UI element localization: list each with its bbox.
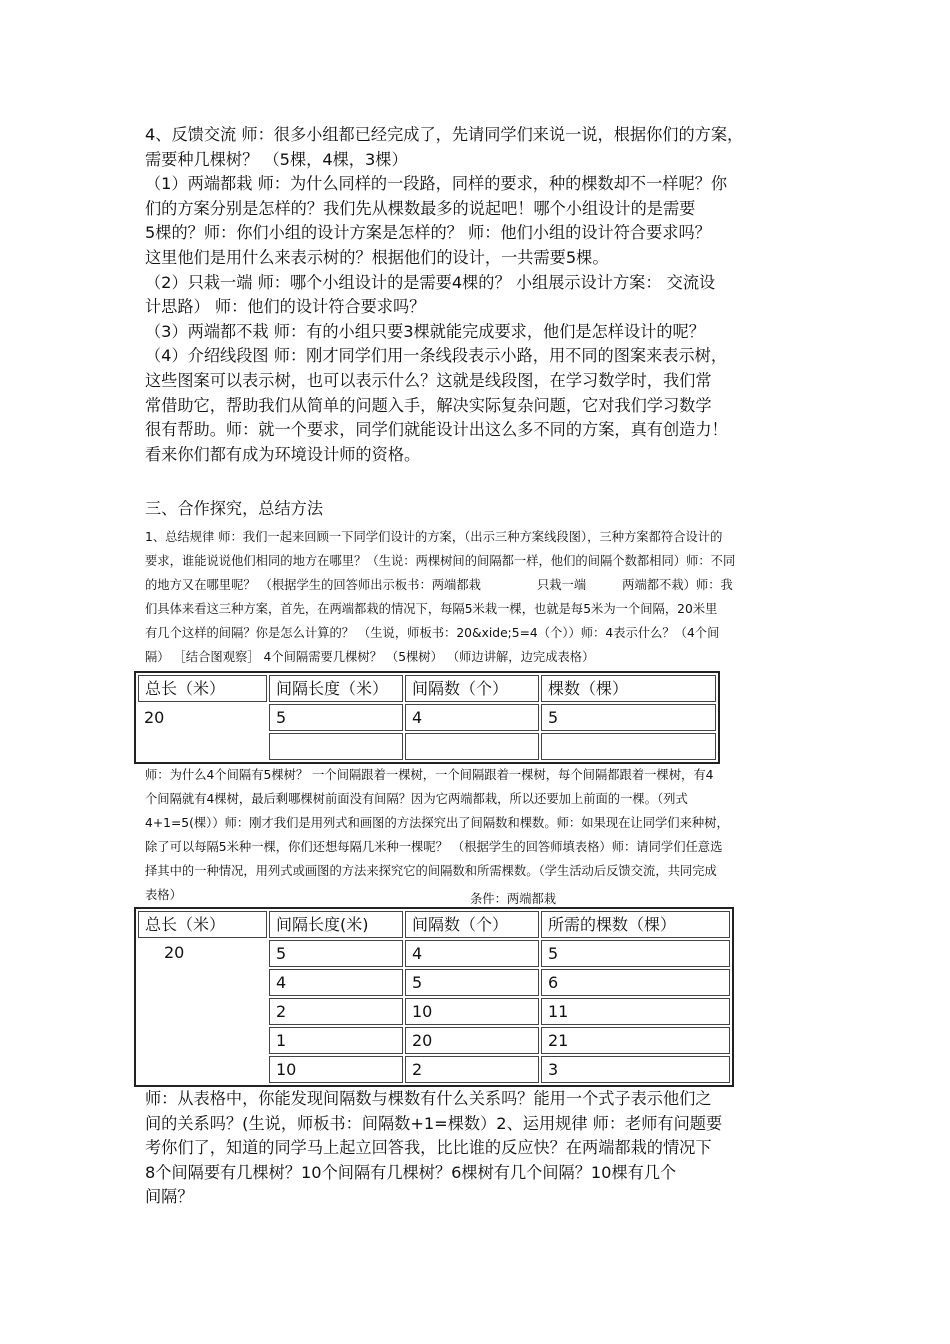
paragraph-line: 4+1=5(棵））师：刚才我们是用列式和画图的方法探究出了间隔数和棵数。师：如果现在让同学们来种树， [145, 816, 729, 831]
paragraph-line: 个间隔就有4棵树，最后剩哪棵树前面没有间隔？因为它两端都栽，所以还要加上前面的一棵。（列式 [145, 792, 688, 807]
table-cell: 4 [269, 969, 403, 996]
paragraph-line: 除了可以每隔5米种一棵，你们还想每隔几米种一棵呢？ （根据学生的回答师填表格）师：请同学们任意选 [145, 840, 723, 855]
table-row [138, 733, 716, 760]
table-cell: 2 [405, 1056, 539, 1083]
table-cell: 6 [541, 969, 730, 996]
feedback-section [145, 123, 817, 467]
paragraph-line: 们具体来看这三种方案，首先，在两端都栽的情况下，每隔5米栽一棵，也就是每5米为一个间隔，20米里 [145, 602, 718, 617]
table-header-cell: 总长（米） [138, 911, 267, 938]
table-header-cell: 棵数（棵） [541, 675, 716, 702]
paragraph-line: 们的方案分别是怎样的？我们先从棵数最多的说起吧！哪个小组设计的是需要 [145, 198, 696, 218]
paragraph-line: 表格） [145, 888, 182, 903]
paragraph-line: 这些图案可以表示树，也可以表示什么？这就是线段图，在学习数学时，我们常 [145, 370, 712, 390]
paragraph-line: （1）两端都栽 师：为什么同样的一段路，同样的要求，种的棵数却不一样呢？你 [145, 174, 728, 194]
table-cell [138, 733, 267, 760]
table-header-cell: 总长（米） [138, 675, 267, 702]
paragraph-line: 这里他们是用什么来表示树的？根据他们的设计，一共需要5棵。 [145, 247, 609, 267]
table-header-row [138, 675, 716, 702]
paragraph-line: 师：从表格中，你能发现间隔数与棵数有什么关系吗？能用一个式子表示他们之 [145, 1089, 712, 1108]
paragraph-line: 5棵的？师：你们小组的设计方案是怎样的？ 师：他们小组的设计符合要求吗？ [145, 223, 711, 243]
table-cell: 4 [405, 940, 539, 967]
table-header-cell: 间隔数（个） [405, 911, 539, 938]
table-cell: 21 [541, 1027, 730, 1054]
table-header-cell: 间隔数（个） [405, 675, 539, 702]
table-cell: 5 [269, 940, 403, 967]
paragraph-line: 需要种几棵树？ （5棵，4棵，3棵） [145, 149, 408, 169]
table-row [138, 940, 730, 967]
table-cell: 5 [541, 940, 730, 967]
table-cell [405, 733, 539, 760]
table-header-row [138, 911, 730, 938]
table-cell: 11 [541, 998, 730, 1025]
summary-section [145, 525, 817, 670]
paragraph-line: 间的关系吗？(生说，师板书：间隔数+1=棵数）2、运用规律 师：老师有问题要 [145, 1113, 723, 1133]
table-cell: 3 [541, 1056, 730, 1083]
table-cell [541, 733, 716, 760]
paragraph-line: 要求，谁能说说他们相同的地方在哪里？（生说：两棵树间的间隔都一样，他们的间隔个数都相同）师：不同 [145, 554, 736, 569]
text-span: 的地方又在哪里呢？ （根据学生的回答师出示板书：两端都栽 [145, 578, 481, 593]
paragraph-line: 师：为什么4个间隔有5棵树？ 一个间隔跟着一棵树，一个间隔跟着一棵树，每个间隔都跟着一棵树，有4 [145, 768, 714, 782]
paragraph-line: 常借助它，帮助我们从简单的问题入手，解决实际复杂问题，它对我们学习数学 [145, 395, 712, 415]
paragraph-line: 择其中的一种情况，用列式或画图的方法来探究它的间隔数和所需棵数。（学生活动后反馈交流，共同完成 [145, 864, 717, 879]
paragraph-line: （3）两端都不栽 师：有的小组只要3棵就能完成要求，他们是怎样设计的呢？ [145, 321, 705, 341]
paragraph-line: 8个间隔要有几棵树？10个间隔有几棵树？6棵树有几个间隔？10棵有几个 [145, 1162, 677, 1182]
table-caption: 条件：两端都栽 [470, 892, 557, 906]
table-cell: 20 [164, 943, 185, 962]
table-cell: 5 [269, 704, 403, 731]
interval-table [134, 671, 720, 764]
table-cell: 2 [269, 998, 403, 1025]
table-cell: 4 [405, 704, 539, 731]
table-cell: 10 [405, 998, 539, 1025]
trees-table [134, 907, 734, 1087]
explanation-section [145, 763, 817, 908]
paragraph-line: 4、反馈交流 师：很多小组都已经完成了，先请同学们来说一说，根据你们的方案， [145, 125, 744, 144]
paragraph-line: 1、总结规律 师：我们一起来回顾一下同学们设计的方案，（出示三种方案线段图），三种方案都符合设计的 [145, 530, 723, 544]
paragraph-line [145, 573, 817, 597]
table-cell: 10 [269, 1056, 403, 1083]
text-span: 只栽一端 [536, 578, 587, 593]
text-span: 两端都不栽）师：我 [622, 578, 733, 593]
paragraph-line: 隔） ［结合图观察］ 4个间隔需要几棵树？ （5棵树） （师边讲解，边完成表格） [145, 650, 595, 665]
table-cell: 1 [269, 1027, 403, 1054]
paragraph-line: （2）只栽一端 师：哪个小组设计的是需要4棵的？ 小组展示设计方案： 交流设 [145, 272, 716, 292]
paragraph-line: 考你们了，知道的同学马上起立回答我，比比谁的反应快？在两端都栽的情况下 [145, 1138, 712, 1158]
paragraph-line: 很有帮助。师：就一个要求，同学们就能设计出这么多不同的方案，真有创造力！ [145, 420, 728, 440]
table-cell: 20 [144, 708, 165, 727]
table-header-cell: 间隔长度（米） [269, 675, 403, 702]
paragraph-line: 有几个这样的间隔？你是怎么计算的？ （生说，师板书：20&xide;5=4（个））师：4表示什么？（4个间 [145, 626, 720, 641]
table-cell: 5 [541, 704, 716, 731]
table-cell: 5 [405, 969, 539, 996]
table-cell: 20 [405, 1027, 539, 1054]
table-row [138, 704, 716, 731]
table-cell [269, 733, 403, 760]
table-header-cell: 所需的棵数（棵） [541, 911, 730, 938]
paragraph-line: 计思路） 师：他们的设计符合要求吗？ [145, 297, 426, 317]
conclusion-section [145, 1087, 817, 1210]
paragraph-line: 看来你们都有成为环境设计师的资格。 [145, 444, 421, 464]
paragraph-line: （4）介绍线段图 师：刚才同学们用一条线段表示小路，用不同的图案来表示树， [145, 346, 728, 366]
section-heading: 三、合作探究，总结方法 [145, 499, 324, 518]
paragraph-line: 间隔？ [145, 1187, 194, 1207]
table-header-cell: 间隔长度(米) [269, 911, 403, 938]
